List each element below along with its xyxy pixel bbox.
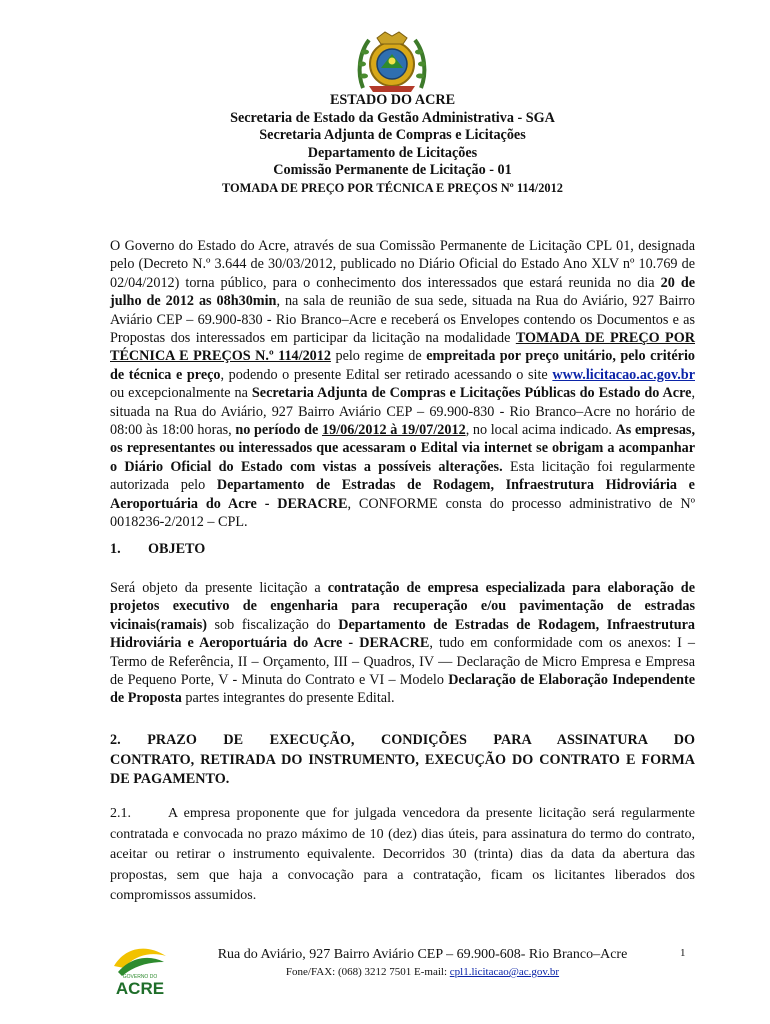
document-header — [110, 92, 675, 198]
logo-small-text: GOVERNO DO — [122, 974, 158, 980]
objeto: contratação de empresa especializada para elaboração de projetos executivo de engenharia para recuperação e/ou pavimentação de estradas vicinais(ramais) — [110, 580, 695, 633]
header-departamento: Departamento de Licitações — [307, 144, 478, 161]
aviso: As empresas, os representantes ou interessados que acessaram o Edital via internet se obrigam a acompanhar o Diário Oficial do Estado com vistas a possíveis alterações. — [110, 422, 695, 475]
header-tomada-de-preco: TOMADA DE PREÇO POR TÉCNICA E PREÇOS Nº 114/2012 — [222, 180, 563, 195]
section-1-body: Será objeto da presente licitação a contratação de empresa especializada para elaboração de projetos executivo de engenharia para recuperação e/ou pavimentação de estradas vicinais(ramais) sob fiscalização do Departamento de Estradas de Rodagem, Infraestrutura Hidroviária e Aeroportuária do Acre - DERACRE, tudo em conformidade com os anexos: I – Termo de Referência, II – Orçamento, III – Quadros, IV — Declaração de Micro Empresa e Empresa de Pequeno Porte, V - Minuta do Contrato e VI – Modelo Declaração de Elaboração Independente de Proposta partes integrantes do presente Edital. — [110, 580, 696, 707]
logo-text: ACRE — [115, 979, 165, 996]
modalidade: TOMADA DE PREÇO POR TÉCNICA E PREÇOS N.º 114/2012 — [110, 330, 696, 365]
section-2-1: 2.1. A empresa proponente que for julgada vencedora da presente licitação será regularmente contratada e convocada no prazo máximo de 10 (dez) dias úteis, para assinatura do termo do contrato, aceitar ou retirar o instrumento equivalente. Decorridos 30 (trinta) dias da data da abertura das propostas, sem que haja a convocação para a contratação, ficam os licitantes liberados dos compromissos assumidos. — [110, 806, 695, 903]
coat-of-arms-emblem — [355, 28, 429, 96]
header-secretaria: Secretaria de Estado da Gestão Administrativa - SGA — [230, 109, 555, 126]
section-1-heading: 1. OBJETO — [110, 541, 206, 557]
footer-address: Rua do Aviário, 927 Bairro Aviário CEP – 69.900-608- Rio Branco–Acre — [217, 947, 628, 962]
section-2-heading: 2. PRAZO DE EXECUÇÃO, CONDIÇÕES PARA ASSINATURA DO CONTRATO, RETIRADA DO INSTRUMENTO, EXECUÇÃO DO CONTRATO E FORMA DE PAGAMENTO. — [110, 732, 695, 787]
page-number: 1 — [680, 947, 686, 959]
header-secretaria-adjunta: Secretaria Adjunta de Compras e Licitações — [259, 127, 526, 144]
meeting-date: 20 de julho de 2012 as 08h30min — [110, 274, 696, 310]
header-state: ESTADO DO ACRE — [329, 92, 456, 108]
header-comissao: Comissão Permanente de Licitação - 01 — [273, 162, 512, 179]
site-link[interactable]: www.licitacao.ac.gov.br — [552, 366, 695, 383]
email-link[interactable]: cpl1.licitacao@ac.gov.br — [449, 966, 560, 978]
regime: empreitada por preço unitário, pelo critério de técnica e preço — [110, 348, 695, 383]
intro-paragraph: O Governo do Estado do Acre, através de sua Comissão Permanente de Licitação CPL 01, designada pelo (Decreto N.º 3.644 de 30/03/2012, publicado no Diário Oficial do Estado Ano XLV nº 10.769 de 02/04/2012) torna público, para o conhecimento dos interessados que estará reunida no dia 20 de julho de 2012 as 08h30min, na sala de reunião de sua sede, situada na Rua do Aviário, 927 Bairro Aviário CEP – 69.900-830 - Rio Branco–Acre e receberá os Envelopes contendo os Documentos e as Propostas dos interessados em participar da licitação na modalidade TOMADA DE PREÇO POR TÉCNICA E PREÇOS N.º 114/2012 pelo regime de empreitada por preço unitário, pelo critério de técnica e preço, podendo o presente Edital ser retirado acessando o site www.licitacao.ac.gov.br ou excepcionalmente na Secretaria Adjunta de Compras e Licitações Públicas do Estado do Acre, situada na Rua do Aviário, 927 Bairro Aviário CEP – 69.900-830 - Rio Branco–Acre no horário de 08:00 às 18:00 horas, no período de 19/06/2012 à 19/07/2012, no local acima indicado. As empresas, os representantes ou interessados que acessaram o Edital via internet se obrigam a acompanhar o Diário Oficial do Estado com vistas a possíveis alterações. Esta licitação foi regularmente autorizada pelo Departamento de Estradas de Rodagem, Infraestrutura Hidroviária e Aeroportuária do Acre - DERACRE, CONFORME consta do processo administrativo de Nº 0018236-2/2012 – CPL. — [110, 238, 696, 531]
secretaria-adjunta: Secretaria Adjunta de Compras e Licitações Públicas do Estado do Acre — [251, 385, 692, 402]
footer-contact: Fone/FAX: (068) 3212 7501 E-mail: cpl1.licitacao@ac.gov.br — [285, 966, 560, 978]
periodo: 19/06/2012 à 19/07/2012 — [322, 422, 466, 439]
modelo-declaracao: Declaração de Elaboração Independente de Proposta — [110, 672, 695, 707]
deracre-objeto: Departamento de Estradas de Rodagem, Infraestrutura Hidroviária e Aeroportuária do Acre - DERACRE — [110, 616, 696, 652]
deracre: Departamento de Estradas de Rodagem, Infraestrutura Hidroviária e Aeroportuária do Acre - DERACRE — [110, 477, 695, 512]
